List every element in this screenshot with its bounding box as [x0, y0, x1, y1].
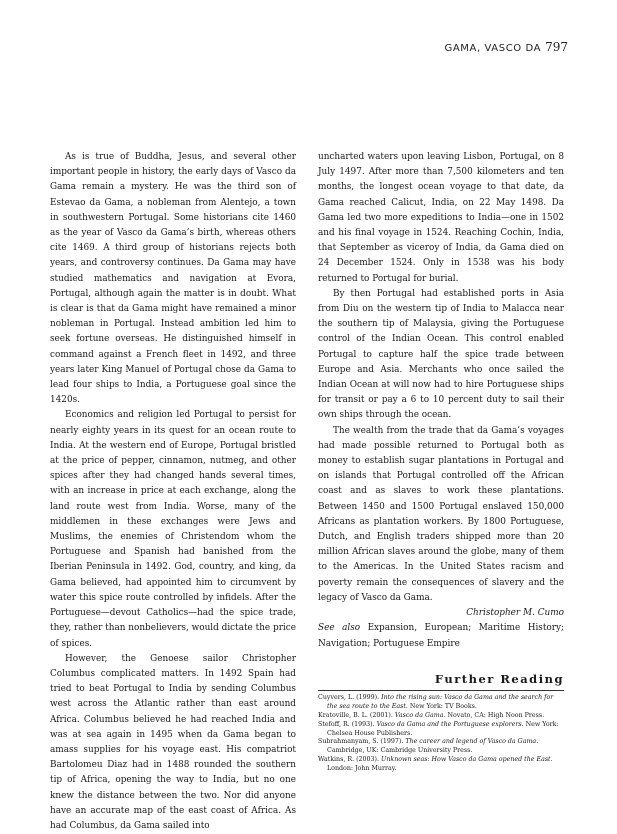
paragraph: By then Portugal had established ports in Asia from Diu on the western tip of India to Malacca near the southern tip of Malaysia, giving the Portuguese control of the Indian Ocean. This control enabled Portugal to capture half the spice trade between Europe and Asia. Merchants who once sailed the Indian Ocean at will now had to hire Portuguese ships for transit or pay a 6 to 10 percent duty to sail their own ships through the ocean.: [318, 288, 564, 421]
running-head-title: GAMA, VASCO DA: [444, 43, 542, 54]
reference-item: Kratoville, B. L. (2001). Vasco da Gama. Novato, CA: High Noon Press.: [318, 711, 545, 719]
page-number: 797: [545, 40, 568, 54]
author-byline: Christopher M. Cumo: [466, 608, 564, 619]
reference-list: [318, 694, 564, 774]
further-reading-title: Further Reading: [434, 671, 564, 686]
paragraph: As is true of Buddha, Jesus, and several other important people in history, the early days of Vasco da Gama remain a mystery. He was the third son of Estevao da Gama, a nobleman from Alentejo, a town in southwestern Portugal. Some historians cite 1460 as the year of Vasco da Gama’s birth, whereas others cite 1469. A third group of historians rejects both years, and controversy continues. Da Gama may have studied mathematics and navigation at Evora, Portugal, although again the matter is in doubt. What is clear is that da Gama might have remained a minor nobleman in Portugal. Instead ambition led him to seek fortune overseas. He distinguished himself in command against a French fleet in 1492, and three years later King Manuel of Portugal chose da Gama to lead four ships to India, a Portuguese goal since the 1420s.: [50, 152, 296, 406]
see-also: [318, 621, 564, 651]
paragraph: However, the Genoese sailor Christopher Columbus complicated matters. In 1492 Spain had tried to beat Portugal to India by sending Columbus west across the Atlantic rather than east around Africa. Columbus believed he had reached India and was at sea again in 1495 when da Gama began to amass supplies for his voyage east. His compatriot Bartolomeu Diaz had in 1488 rounded the southern tip of Africa, opening the way to India, but no one knew the distance between the two. Nor did anyone have an accurate map of the east coast of Africa. As had Columbus, da Gama sailed into: [50, 653, 296, 831]
paragraph: Economics and religion led Portugal to persist for nearly eighty years in its quest for an ocean route to India. At the western end of Europe, Portugal bristled at the price of pepper, cinnamon, nutmeg, and other spices after they had changed hands several times, with an increase in price at each exchange, along the land route west from India. Worse, many of the middlemen in these exchanges were Jews and Muslims, the enemies of Christendom whom the Portuguese and Spanish had banished from the Iberian Peninsula in 1492. God, country, and king, da Gama believed, had appointed him to circumvent by water this spice route controlled by infidels. After the Portuguese—devout Catholics—had the spice trade, they, rather than nonbelievers, would dictate the price of spices.: [50, 410, 296, 649]
reference-item: Cuyvers, L. (1999). Into the rising sun: Vasco da Gama and the search for the sea route to the East. New York: TV Books.: [318, 693, 554, 710]
running-header: [444, 40, 568, 54]
see-also-label: See also: [318, 623, 361, 634]
reference-item: Stefoff, R. (1993). Vasco da Gama and the Portuguese explorers. New York: Chelsea House Publishers.: [318, 720, 559, 737]
reference-item: Subrahmanyam, S. (1997). The career and legend of Vasco da Gama. Cambridge, UK: Cambridge University Press.: [318, 738, 539, 755]
paragraph-continued: uncharted waters upon leaving Lisbon, Portugal, on 8 July 1497. After more than 7,500 kilometers and ten months, the longest ocean voyage to that date, da Gama reached Calicut, India, on 22 May 1498. Da Gama led two more expeditions to India—one in 1502 and his final voyage in 1524. Reaching Cochin, India, that September as viceroy of India, da Gama died on 24 December 1524. Only in 1538 was his body returned to Portugal for burial.: [318, 152, 564, 284]
see-also-links[interactable]: Expansion, European; Maritime History; Navigation; Portuguese Empire: [318, 623, 564, 649]
left-column: [50, 150, 296, 834]
right-column: [318, 150, 564, 774]
reference-item: Watkins, R. (2003). Unknown seas: How Vasco da Gama opened the East. London: John Murray.: [318, 756, 553, 773]
further-reading-divider: [318, 690, 564, 691]
paragraph: The wealth from the trade that da Gama’s voyages had made possible returned to Portugal both as money to establish sugar plantations in Portugal and on islands that Portugal controlled off the African coast and as slaves to work these plantations. Between 1450 and 1500 Portugal enslaved 150,000 Africans as plantation workers. By 1800 Portuguese, Dutch, and English traders shipped more than 20 million African slaves around the globe, many of them to the Americas. In the United States racism and poverty remain the consequences of slavery and the legacy of Vasco da Gama.: [318, 425, 564, 603]
